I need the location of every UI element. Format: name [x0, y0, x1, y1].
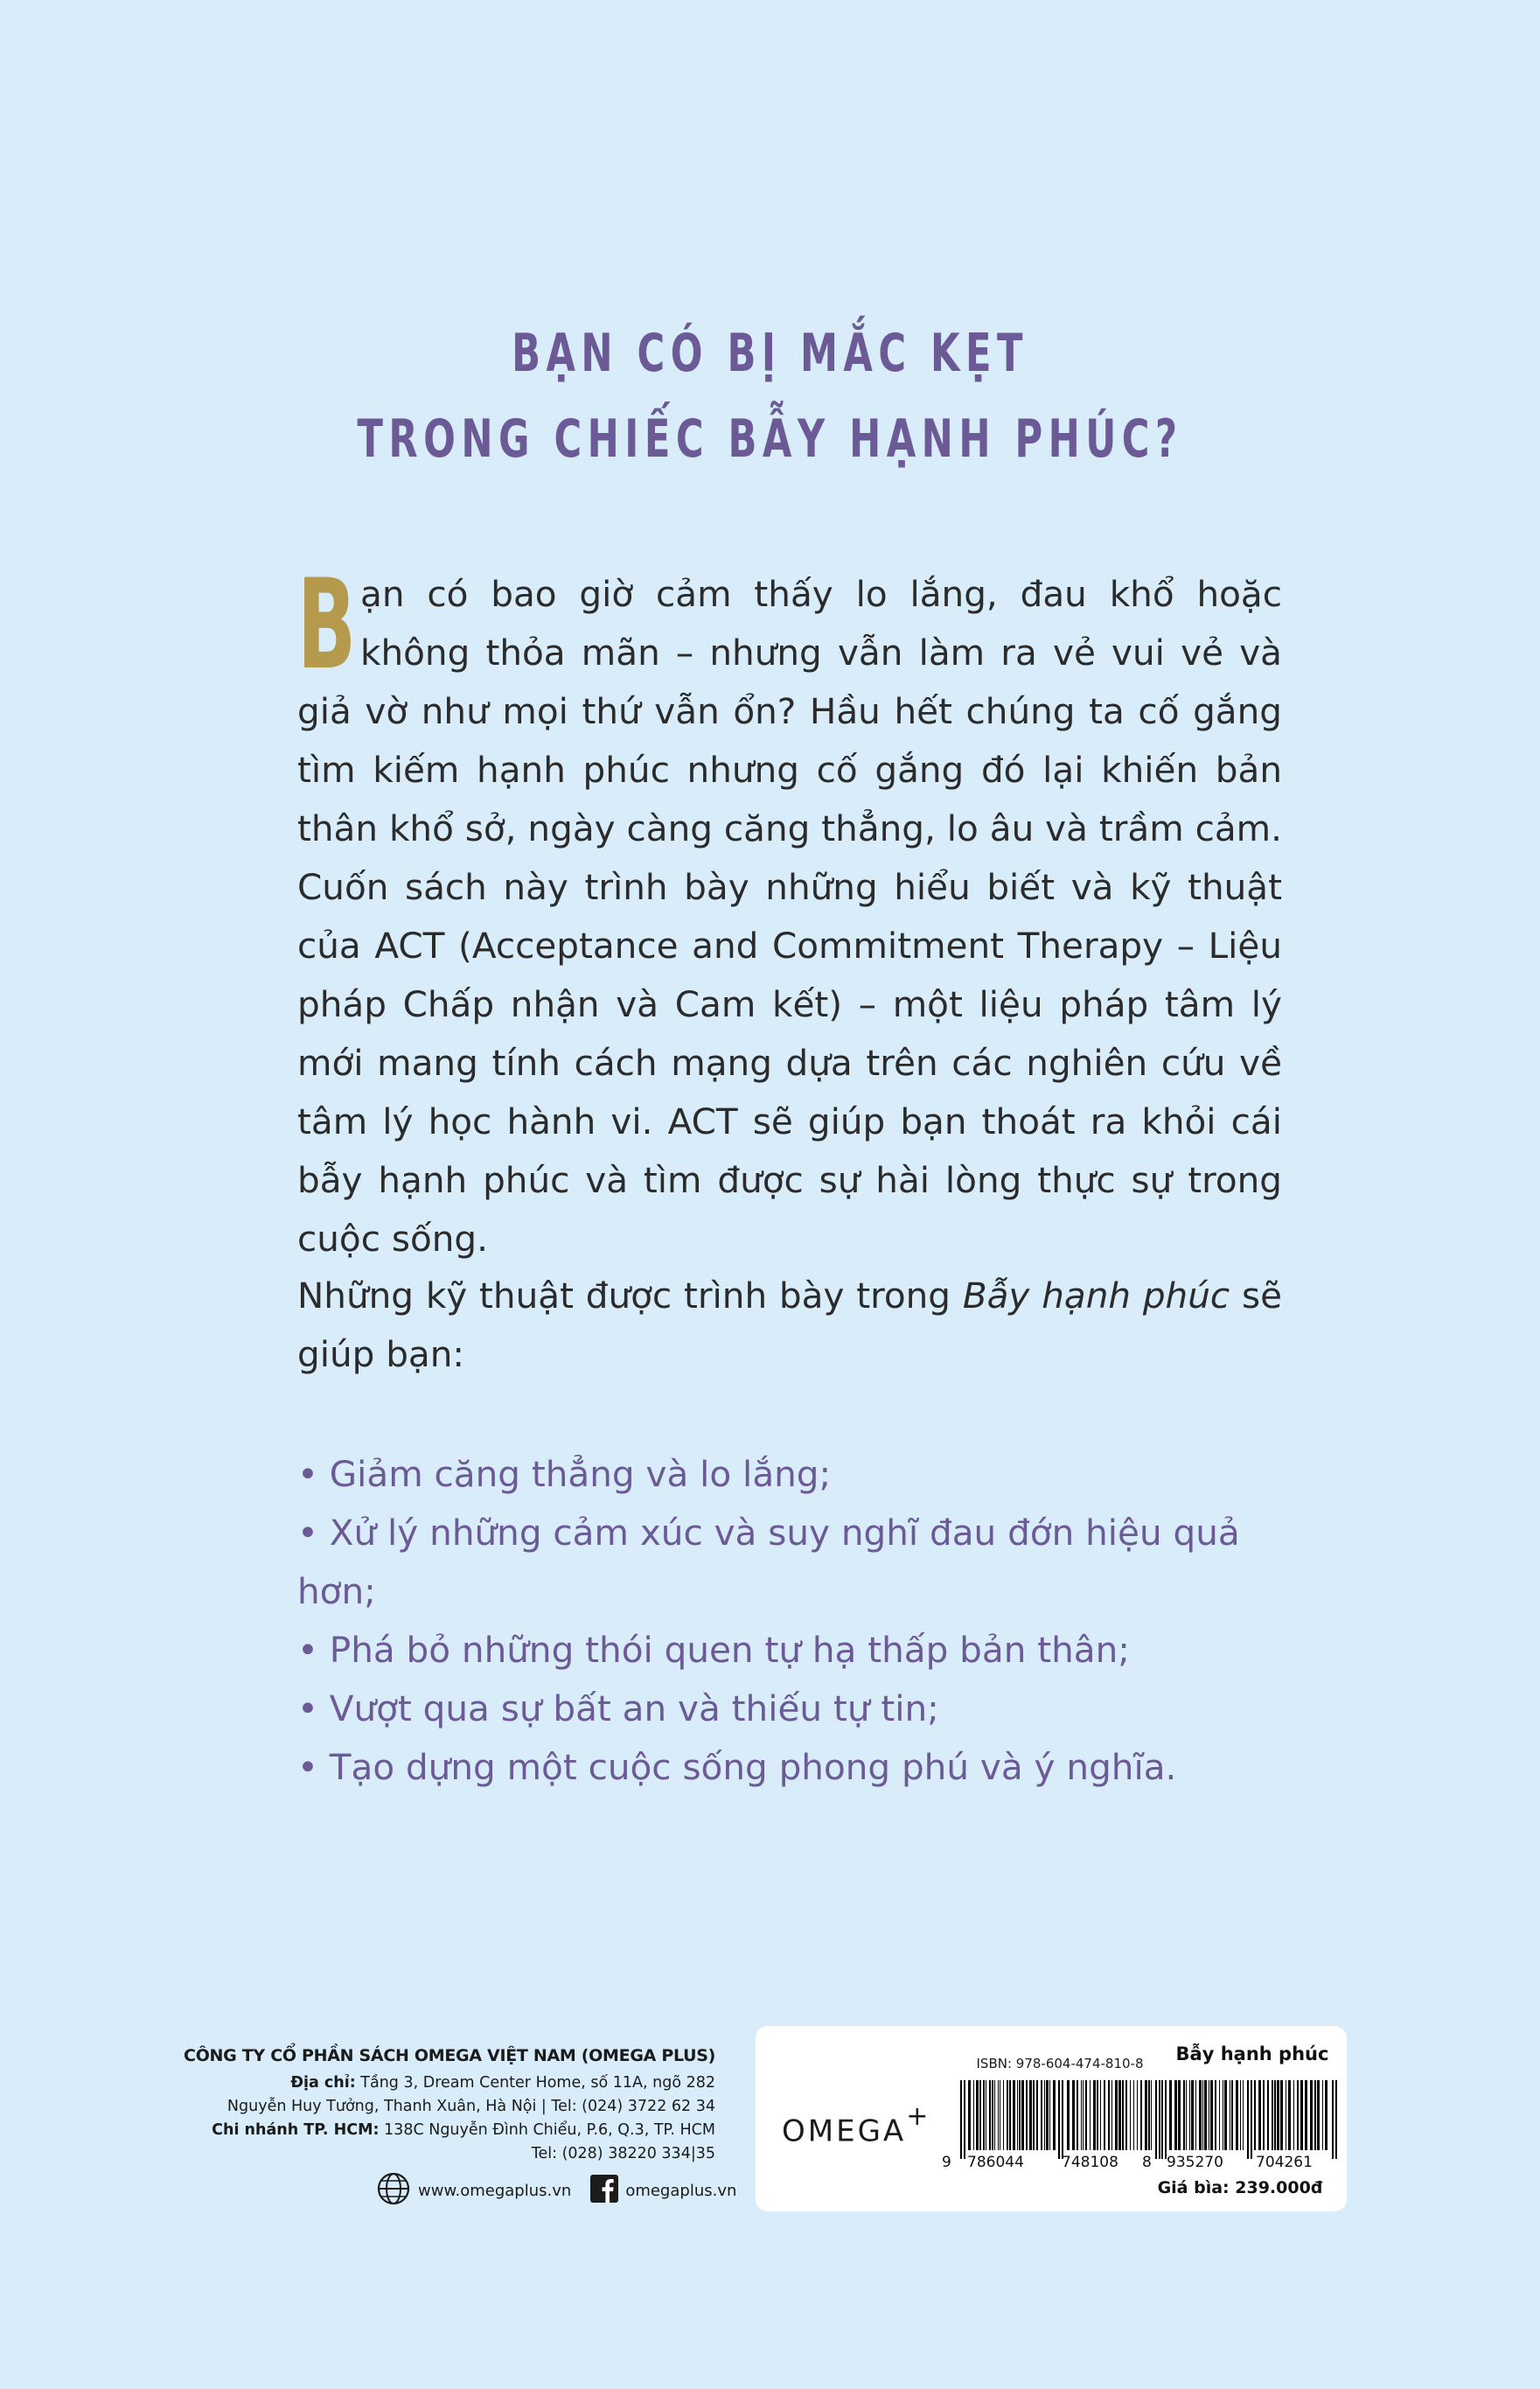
logo-text: OMEGA — [782, 2113, 907, 2149]
barcode-bar — [1115, 2080, 1118, 2150]
barcode-bar — [1186, 2080, 1187, 2150]
barcode-bar — [992, 2080, 993, 2150]
barcode-guard-bar — [1247, 2080, 1249, 2159]
barcode-bar — [1033, 2080, 1035, 2150]
barcode-bar — [989, 2080, 991, 2150]
barcode-bar — [1325, 2080, 1327, 2150]
isbn-digits-left: 786044 — [967, 2154, 1024, 2171]
barcode-bar — [1133, 2080, 1134, 2150]
isbn-label: ISBN: 978-604-474-810-8 — [976, 2056, 1144, 2071]
barcode-bar — [1236, 2080, 1238, 2150]
barcode-bar — [994, 2080, 995, 2150]
barcode-bar — [998, 2080, 999, 2150]
isbn-digit-lead: 9 — [942, 2154, 951, 2171]
price-digits-left: 935270 — [1167, 2154, 1223, 2171]
branch-label: Chi nhánh TP. HCM: — [212, 2121, 380, 2139]
barcode-guard-bar — [1332, 2080, 1334, 2159]
barcode-bar — [1122, 2080, 1124, 2150]
barcode-guard-bar — [1335, 2080, 1337, 2159]
publisher-address-line — [175, 2071, 715, 2095]
barcode-bar — [1322, 2080, 1323, 2150]
barcode-bar — [1021, 2080, 1024, 2150]
barcode-bar — [1280, 2080, 1283, 2150]
book-title-italic: Bẫy hạnh phúc — [962, 1275, 1230, 1317]
barcode-guard-bar — [1062, 2080, 1063, 2159]
barcode-bar — [1210, 2080, 1213, 2150]
barcode-bar — [1053, 2080, 1056, 2150]
barcode-bar — [1067, 2080, 1070, 2150]
barcode-bar — [1046, 2080, 1049, 2150]
headline-line-1: BẠN CÓ BỊ MẮC KẸT — [512, 323, 1028, 384]
barcode-bar — [1189, 2080, 1190, 2150]
barcode-bar — [1169, 2080, 1172, 2150]
benefit-item: • Giảm căng thẳng và lo lắng; — [297, 1445, 1329, 1504]
barcode-bar — [1017, 2080, 1018, 2150]
price-digits-right: 704261 — [1256, 2154, 1313, 2171]
barcode-bar — [1125, 2080, 1127, 2150]
barcode-bar — [1036, 2080, 1038, 2150]
barcode-bar — [1219, 2080, 1220, 2150]
barcode-bar — [1009, 2080, 1011, 2150]
website-link[interactable] — [376, 2171, 571, 2211]
barcode-bar — [1202, 2080, 1203, 2150]
barcode-bar — [1111, 2080, 1112, 2150]
intro-text: ạn có bao giờ cảm thấy lo lắng, đau khổ hoặc không thỏa mãn – nhưng vẫn làm ra vẻ vui vẻ và giả vờ như mọi thứ vẫn ổn? Hầu hết chúng ta cố gắng tìm kiếm hạnh phúc nhưng cố gắng đó lại khiến bản thân khổ sở, ngày càng căng thẳng, lo âu và trầm cảm. Cuốn sách này trình bày những hiểu biết và kỹ thuật của ACT (Acceptance and Commitment Therapy – Liệu pháp Chấp nhận và Cam kết) – một liệu pháp tâm lý mới mang tính cách mạng dựa trên các nghiên cứu về tâm lý học hành vi. ACT sẽ giúp bạn thoát ra khỏi cái bẫy hạnh phúc và tìm được sự hài lòng thực sự trong cuộc sống. — [297, 573, 1282, 1260]
barcode-bar — [1231, 2080, 1233, 2150]
barcode-bar — [1049, 2080, 1050, 2150]
barcode-bar — [1072, 2080, 1075, 2150]
barcode-bar — [973, 2080, 974, 2150]
website-text: www.omegaplus.vn — [418, 2181, 572, 2200]
isbn-digits-right: 748108 — [1062, 2154, 1118, 2171]
barcode-bar — [1100, 2080, 1101, 2150]
barcode-bar — [976, 2080, 979, 2150]
barcode-bar — [1104, 2080, 1105, 2150]
barcode-bar — [1130, 2080, 1131, 2150]
barcode-bar — [1118, 2080, 1121, 2150]
address-line-2: Nguyễn Huy Tưởng, Thanh Xuân, Hà Nội | Tel: (024) 3722 62 34 — [226, 2098, 715, 2115]
address-label: Địa chỉ: — [290, 2074, 356, 2092]
barcode-bar — [1108, 2080, 1110, 2150]
barcode-bar — [1044, 2080, 1045, 2150]
benefit-item: • Xử lý những cảm xúc và suy nghĩ đau đớn hiệu quả hơn; — [297, 1504, 1329, 1621]
barcode-bar — [979, 2080, 981, 2150]
barcode-bar — [1314, 2080, 1316, 2150]
barcode-card — [756, 2026, 1347, 2211]
facebook-text: omegaplus.vn — [625, 2181, 737, 2200]
barcode-bar — [1183, 2080, 1185, 2150]
barcode-bar — [1274, 2080, 1276, 2150]
barcode-bar — [1272, 2080, 1273, 2150]
branch-line-2: Tel: (028) 38220 334|35 — [531, 2145, 715, 2162]
publisher-branch-line — [175, 2119, 715, 2142]
headline-line-2: TRONG CHIẾC BẪY HẠNH PHÚC? — [357, 409, 1183, 470]
benefits-list — [297, 1445, 1329, 1797]
benefit-item: • Tạo dựng một cuộc sống phong phú và ý nghĩa. — [297, 1738, 1329, 1797]
publisher-links — [376, 2173, 736, 2208]
barcode-guard-bar — [1251, 2080, 1252, 2159]
price-label: Giá bìa: 239.000đ — [1157, 2178, 1323, 2197]
barcode-bar — [1191, 2080, 1194, 2150]
barcode-bar — [1093, 2080, 1096, 2150]
barcode-guard-bar — [964, 2080, 965, 2159]
barcode-bar — [1077, 2080, 1078, 2150]
barcode-bar — [1019, 2080, 1021, 2150]
barcode-bar — [1300, 2080, 1303, 2150]
barcode-bar — [1083, 2080, 1084, 2150]
benefit-item: • Phá bỏ những thói quen tự hạ thấp bản thân; — [297, 1621, 1329, 1680]
barcode-bar — [1007, 2080, 1008, 2150]
barcode-bar — [1013, 2080, 1015, 2150]
barcode-bar — [1081, 2080, 1082, 2150]
headline — [216, 311, 1325, 482]
techniques-paragraph — [297, 1267, 1282, 1384]
barcode-bar — [1293, 2080, 1294, 2150]
barcode-bar — [1267, 2080, 1269, 2150]
facebook-icon — [590, 2175, 618, 2207]
barcode-bar — [1085, 2080, 1087, 2150]
barcode-bar — [1288, 2080, 1291, 2150]
barcode-bar — [1254, 2080, 1256, 2150]
barcode-bar — [1243, 2080, 1244, 2150]
barcode-bar — [1240, 2080, 1241, 2150]
barcode-bar — [1090, 2080, 1091, 2150]
barcode-bar — [1178, 2080, 1181, 2150]
address-line-1: Tầng 3, Dream Center Home, số 11A, ngõ 282 — [355, 2074, 715, 2092]
barcode-bar — [1263, 2080, 1265, 2150]
barcode-bar — [983, 2080, 985, 2150]
barcode-bar — [1041, 2080, 1042, 2150]
techniques-text-after: sẽ giúp bạn: — [297, 1275, 1282, 1375]
barcode-bar — [1305, 2080, 1307, 2150]
barcode-bar — [1297, 2080, 1299, 2150]
barcode-bar — [1224, 2080, 1227, 2150]
barcode-bar — [1137, 2080, 1138, 2150]
publisher-info — [175, 2040, 715, 2166]
publisher-name: CÔNG TY CỔ PHẦN SÁCH OMEGA VIỆT NAM (OMEGA PLUS) — [184, 2046, 715, 2065]
omega-plus-logo — [782, 2101, 931, 2149]
barcode-bar — [1277, 2080, 1279, 2150]
barcode-bar — [1174, 2080, 1177, 2150]
barcode-guard-bar — [1165, 2080, 1167, 2159]
barcode-book-name: Bẫy hạnh phúc — [1175, 2043, 1329, 2064]
price-digit-lead: 8 — [1142, 2154, 1152, 2171]
barcode-guard-bar — [960, 2080, 962, 2159]
branch-line-1: 138C Nguyễn Đình Chiểu, P.6, Q.3, TP. HCM — [379, 2121, 715, 2139]
barcode-bar — [1029, 2080, 1032, 2150]
barcode-bar — [1258, 2080, 1261, 2150]
barcode-bar — [1195, 2080, 1196, 2150]
drop-cap: B — [297, 553, 357, 697]
barcode-guard-bar — [1161, 2080, 1163, 2159]
barcode-bar — [1317, 2080, 1320, 2150]
globe-icon — [376, 2171, 411, 2211]
barcode-bar — [968, 2080, 971, 2150]
barcode-guard-bar — [1058, 2080, 1060, 2159]
benefit-item: • Vượt qua sự bất an và thiếu tự tin; — [297, 1680, 1329, 1738]
barcode-bar — [1026, 2080, 1028, 2150]
techniques-text-before: Những kỹ thuật được trình bày trong — [297, 1275, 963, 1317]
barcode-bar — [1199, 2080, 1202, 2150]
intro-paragraph — [297, 553, 1282, 1268]
barcode-bar — [1097, 2080, 1098, 2150]
barcode-bar — [1204, 2080, 1207, 2150]
barcode-bar — [1003, 2080, 1004, 2150]
logo-plus: + — [906, 2101, 931, 2132]
barcode-bar — [1310, 2080, 1313, 2150]
barcode-bar — [1215, 2080, 1216, 2150]
facebook-link[interactable] — [590, 2175, 736, 2207]
